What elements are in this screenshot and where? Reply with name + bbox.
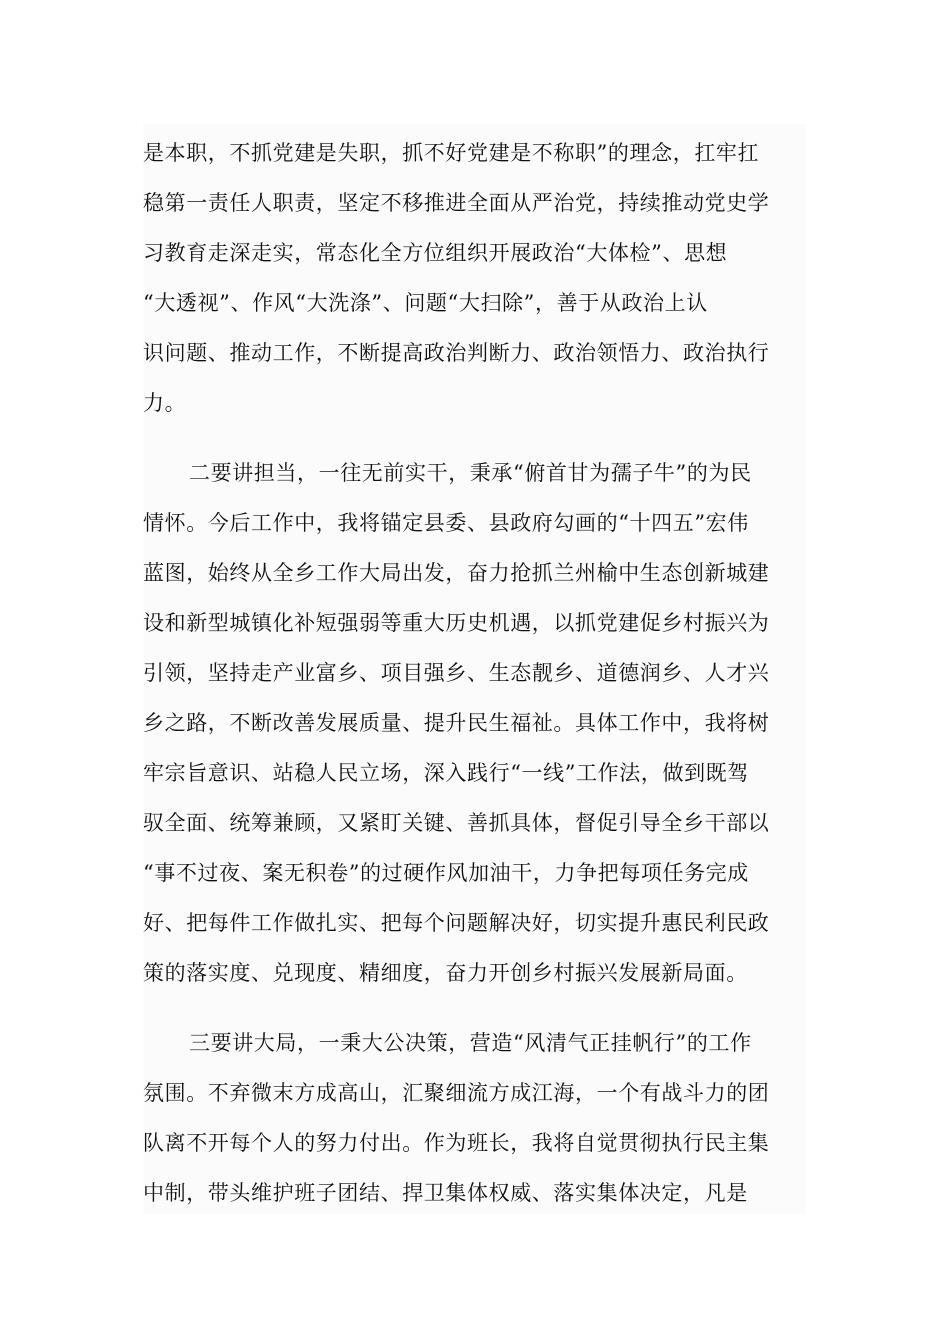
paragraph-line: 中制，带头维护班子团结、捍卫集体权威、落实集体决定，凡是	[143, 1181, 748, 1205]
paragraph-line: 好、把每件工作做扎实、把每个问题解决好，切实提升惠民利民政	[143, 911, 770, 935]
paragraph-line: 是本职，不抓党建是失职，抓不好党建是不称职”的理念，扛牢扛	[143, 141, 760, 165]
paragraph-line: 引领，坚持走产业富乡、项目强乡、生态靓乡、道德润乡、人才兴	[143, 661, 770, 685]
paragraph-line: 蓝图，始终从全乡工作大局出发，奋力抢抓兰州榆中生态创新城建	[143, 561, 770, 585]
document-body	[143, 124, 806, 1214]
paragraph-line: 二要讲担当，一往无前实干，秉承“俯首甘为孺子牛”的为民	[189, 461, 752, 485]
paragraph-line: 三要讲大局，一秉大公决策，营造“风清气正挂帆行”的工作	[189, 1031, 752, 1055]
paragraph-line: 设和新型城镇化补短强弱等重大历史机遇，以抓党建促乡村振兴为	[143, 611, 770, 635]
paragraph-line: 策的落实度、兑现度、精细度，奋力开创乡村振兴发展新局面。	[143, 961, 748, 985]
paragraph-line: “大透视”、作风“大洗涤”、问题“大扫除”，善于从政治上认	[143, 291, 708, 315]
paragraph-line: 队离不开每个人的努力付出。作为班长，我将自觉贯彻执行民主集	[143, 1131, 770, 1155]
paragraph-line: 氛围。不弃微末方成高山，汇聚细流方成江海，一个有战斗力的团	[143, 1081, 770, 1105]
paragraph-line: 稳第一责任人职责，坚定不移推进全面从严治党，持续推动党史学	[143, 191, 770, 215]
paragraph-line: 习教育走深走实，常态化全方位组织开展政治“大体检”、思想	[143, 241, 728, 265]
paragraph-line: 识问题、推动工作，不断提高政治判断力、政治领悟力、政治执行	[143, 341, 770, 365]
paragraph-line: 乡之路，不断改善发展质量、提升民生福祉。具体工作中，我将树	[143, 711, 770, 735]
paragraph-line: 情怀。今后工作中，我将锚定县委、县政府勾画的“十四五”宏伟	[143, 511, 749, 535]
paragraph-line: “事不过夜、案无积卷”的过硬作风加油干，力争把每项任务完成	[143, 861, 749, 885]
paragraph-line: 驭全面、统筹兼顾，又紧盯关键、善抓具体，督促引导全乡干部以	[143, 811, 770, 835]
paragraph-line: 力。	[143, 391, 187, 415]
paragraph-line: 牢宗旨意识、站稳人民立场，深入践行“一线”工作法，做到既驾	[143, 761, 749, 785]
